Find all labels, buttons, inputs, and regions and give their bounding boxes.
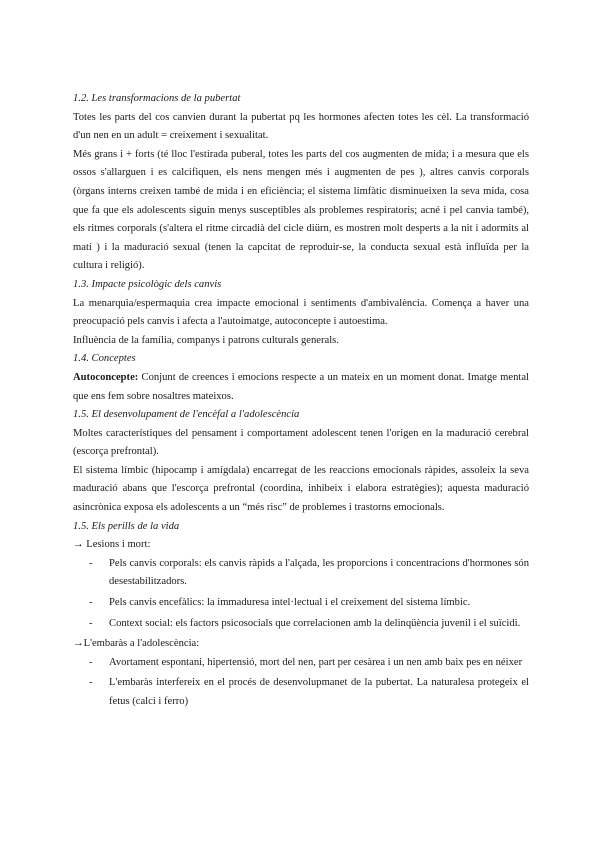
dash-bullet: -	[89, 656, 93, 668]
paragraph: Més grans i + forts (té lloc l'estirada puberal, totes les parts del cos augmenten de mida; i a mesura que els ossos s'allarguen i es calcifiquen, els nens mengen més i augmenten de pes ), altres canvis corporals (òrgans interns creixen també de mida i en eficiència; el sistema limfàtic disminueixen la seva mida, cosa que fa que els adolescents siguin menys susceptibles als problemes respiratoris; acné i pel canvia també), els ritmes corporals (s'altera el ritme circadià del cicle diürn, es mostren molt desperts a la nit i adormits al matí ) i la maduració sexual (tenen la capcitat de reproduir-se, la conducta sexual està influïda per la cultura i religió).	[73, 148, 529, 272]
list-item-text: L'embaràs interfereix en el procés de desenvolupmanet de la pubertat. La naturalesa protegeix el fetus (calci i ferro)	[109, 677, 529, 707]
paragraph: La menarquia/espermaquia crea impacte emocional i sentiments d'ambivalència. Comença a haver una preocupació pels canvis i afecta a l'autoimatge, autoconcepte i autoestima.	[73, 297, 529, 328]
definition-paragraph	[73, 369, 529, 406]
dash-bullet: -	[89, 617, 93, 629]
section-heading-transformations: 1.2. Les transformacions de la pubertat	[73, 93, 241, 104]
paragraph: Influència de la família, companys i patrons culturals generals.	[73, 334, 339, 346]
paragraph: El sistema límbic (hipocamp i amígdala) encarregat de les reaccions emocionals ràpides, assoleix la seva maduració abans que l'escorça prefrontal (coordina, inhibeix i elabora estratègies); aquesta maduració asincrònica exposa els adolescents a un “més risc” de problemes i trastorns emocionals.	[73, 464, 529, 514]
list-item-text: Pels canvis encefàlics: la immaduresa intel·lectual i el creixement del sistema límbic.	[109, 597, 471, 609]
definition-text: Conjunt de creences i emocions respecte a un mateix en un moment donat. Imatge mental que ens fem sobre nosaltres mateixos.	[73, 371, 529, 402]
paragraph: Moltes característiques del pensament i comportament adolescent tenen l'origen en la maduració cerebral (escorça prefrontal).	[73, 427, 529, 458]
list-item-text: Pels canvis corporals: els canvis ràpids a l'alçada, les proporcions i concentracions d'hormones són desestabilitzadors.	[109, 557, 529, 588]
list-item-text: Context social: els factors psicosocials que correlacionen amb la delinqüència juvenil i el suïcidi.	[109, 617, 521, 629]
list-group-title: →L'embaràs a l'adolescència:	[73, 638, 200, 650]
dash-list	[73, 555, 529, 633]
section-heading-brain-development: 1.5. El desenvolupament de l'encèfal a l'adolescència	[73, 409, 300, 421]
list-item	[73, 674, 529, 711]
section-heading-psychological-impact: 1.3. Impacte psicològic dels canvis	[73, 278, 222, 290]
list-item-text: Avortament espontani, hipertensió, mort del nen, part per cesàrea i un nen amb baix pes en néixer	[109, 656, 523, 668]
dash-bullet: -	[89, 677, 93, 689]
definition-term: Autoconcepte:	[73, 371, 139, 383]
list-group-title: → Lesions i mort:	[73, 539, 151, 551]
list-item	[73, 654, 529, 673]
list-item	[73, 615, 529, 634]
list-item	[73, 594, 529, 613]
paragraph: Totes les parts del cos canvien durant la pubertat pq les hormones afecten totes les cèl. La transformació d'un nen en un adult = creixement i sexualitat.	[73, 111, 529, 142]
section-heading-concepts: 1.4. Conceptes	[73, 353, 136, 365]
list-item	[73, 555, 529, 592]
dash-bullet: -	[89, 557, 93, 569]
dash-bullet: -	[89, 597, 93, 609]
dash-list	[73, 654, 529, 712]
section-heading-life-dangers: 1.5. Els perills de la vida	[73, 520, 180, 532]
document-body	[73, 90, 529, 714]
